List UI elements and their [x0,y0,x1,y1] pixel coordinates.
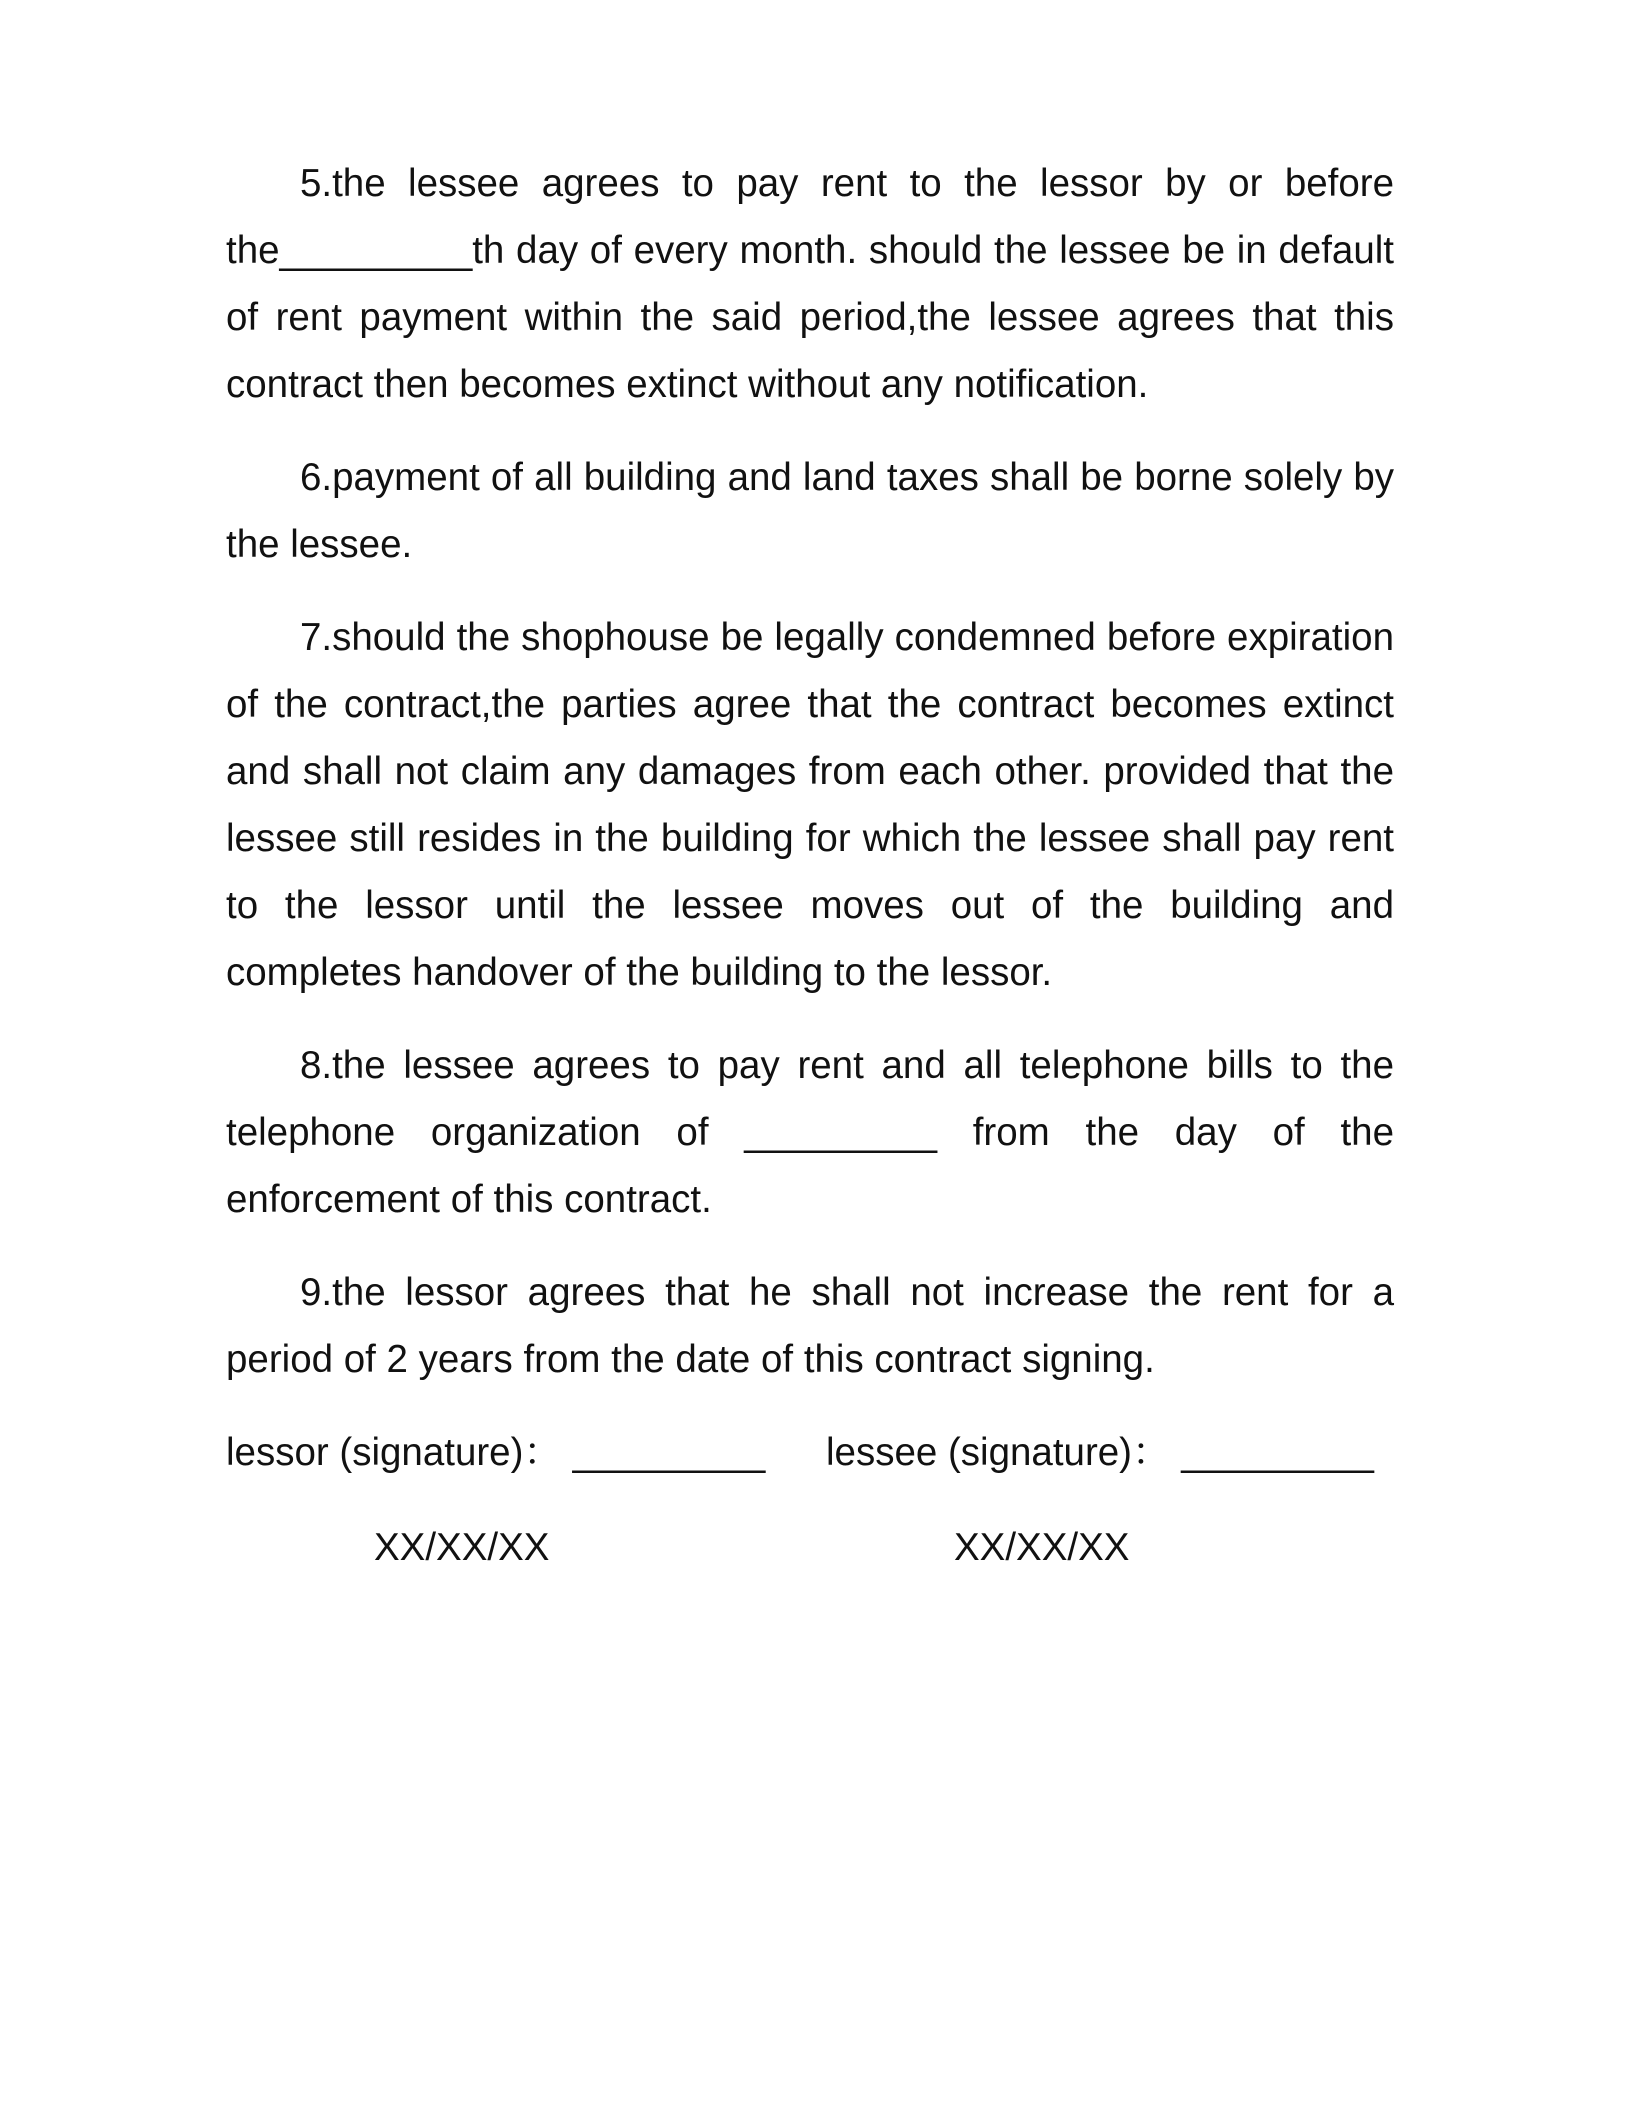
clause-6: 6.payment of all building and land taxes shall be borne solely by the lessee. [226,456,1394,566]
clause-5: 5.the lessee agrees to pay rent to the lessor by or before the_________th day of every month. should the lessee be in default of rent payment within the said period,the lessee agrees that this contract then becomes extinct without any notification. [226,162,1394,406]
lessor-signature-line: lessor (signature)： _________ [226,1431,766,1474]
lessee-signature-line: lessee (signature)： _________ [826,1431,1374,1474]
signature-row [226,1419,1394,1486]
clause-9: 9.the lessor agrees that he shall not increase the rent for a period of 2 years from the date of this contract signing. [226,1271,1394,1381]
document-page [226,150,1394,1581]
lessee-date: XX/XX/XX [954,1526,1130,1569]
clause-8: 8.the lessee agrees to pay rent and all telephone bills to the telephone organization of _________ from the day of the enforcement of this contract. [226,1044,1394,1221]
date-row [226,1514,1394,1581]
lessor-date: XX/XX/XX [374,1526,550,1569]
clause-7: 7.should the shophouse be legally condemned before expiration of the contract,the parties agree that the contract becomes extinct and shall not claim any damages from each other. provided that the lessee still resides in the building for which the lessee shall pay rent to the lessor until the lessee moves out of the building and completes handover of the building to the lessor. [226,616,1394,994]
